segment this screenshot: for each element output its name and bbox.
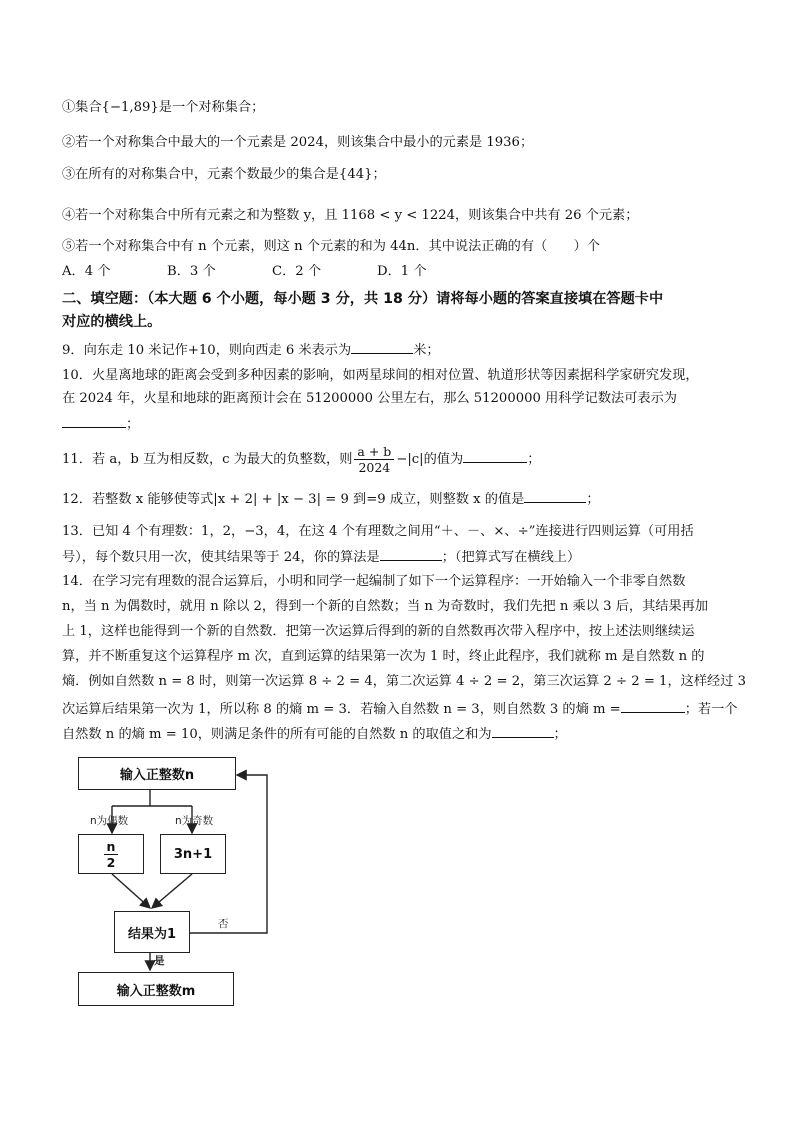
q14-text-a: 次运算后结果第一次为 1，所以称 8 的熵 m = 3．若输入自然数 n = 3，则自然数 3 的熵 m = xyxy=(62,702,621,717)
flow-output-box: 输入正整数m xyxy=(78,972,234,1006)
flow-no-label: 否 xyxy=(218,918,229,930)
option-b: B．3 个 xyxy=(167,264,216,279)
flow-even-label: n为偶数 xyxy=(90,815,129,827)
flow-input-box: 输入正整数n xyxy=(78,757,236,790)
flow-half-box xyxy=(78,834,144,874)
q9-text: 9．向东走 10 米记作+10，则向西走 6 米表示为 xyxy=(62,343,352,358)
question-13-line1: 13．已知 4 个有理数：1，2，−3，4，在这 4 个有理数之间用“＋、－、×、÷”连接进行四则运算（可用括 xyxy=(62,524,694,539)
q14-text-b: ；若一个 xyxy=(684,702,738,717)
q11-denominator: 2024 xyxy=(358,460,391,475)
q14-text-d: ； xyxy=(553,727,567,742)
flow-decision-box: 结果为1 xyxy=(114,911,190,953)
question-10-line2: 在 2024 年，火星和地球的距离预计会在 51200000 公里左右，那么 51200000 用科学记数法可表示为 xyxy=(62,391,677,406)
question-14-line1: 14．在学习完有理数的混合运算后，小明和同学一起编制了如下一个运算程序：一开始输入一个非零自然数 xyxy=(62,574,686,589)
connector-triple-to-decision xyxy=(152,874,192,908)
question-14-line4: 算，并不断重复这个运算程序 m 次，直到运算的结果第一次为 1 时，终止此程序，我们就称 m 是自然数 n 的 xyxy=(62,649,705,664)
question-14-line2: n，当 n 为偶数时，就用 n 除以 2，得到一个新的自然数；当 n 为奇数时，我们先把 n 乘以 3 后，其结果再加 xyxy=(62,599,709,614)
q11-text: 11．若 a，b 互为相反数，c 为最大的负整数，则 xyxy=(62,452,353,467)
option-c: C．2 个 xyxy=(272,264,322,279)
statement-2: ②若一个对称集合中最大的一个元素是 2024，则该集合中最小的元素是 1936； xyxy=(62,135,534,150)
q11-text-mid: −|c|的值为 xyxy=(396,452,464,467)
option-d: D．1 个 xyxy=(377,264,427,279)
question-10-line1: 10．火星离地球的距离会受到多种因素的影响，如两星球间的相对位置、轨道形状等因素据科学家研究发现， xyxy=(62,368,699,383)
q14-text-c: 自然数 n 的熵 m = 10，则满足条件的所有可能的自然数 n 的取值之和为 xyxy=(62,727,492,742)
q9-suffix: 米； xyxy=(413,343,440,358)
q12-suffix: ； xyxy=(586,492,600,507)
flow-half-denominator: 2 xyxy=(106,854,116,870)
q10-suffix: ； xyxy=(126,417,140,432)
q13-text: 号），每个数只用一次，使其结果等于 24，你的算法是 xyxy=(62,550,380,565)
q11-suffix: ； xyxy=(527,452,541,467)
q13-suffix: ；（把算式写在横线上） xyxy=(441,550,581,565)
statement-4: ④若一个对称集合中所有元素之和为整数 y，且 1168 < y < 1224，则该集合中共有 26 个元素； xyxy=(62,208,639,223)
question-14-line5: 熵．例如自然数 n = 8 时，则第一次运算 8 ÷ 2 = 4，第二次运算 4 ÷ 2 = 2，第三次运算 2 ÷ 2 = 1，这样经过 3 xyxy=(62,674,746,689)
flow-yes-label: 是 xyxy=(154,955,165,967)
statement-3: ③在所有的对称集合中，元素个数最少的集合是{44}； xyxy=(62,167,386,182)
q12-text: 12．若整数 x 能够使等式|x + 2| + |x − 3| = 9 到=9 成立，则整数 x 的值是 xyxy=(62,492,525,507)
flow-half-numerator: n xyxy=(104,839,119,855)
question-14-line3: 上 1，这样也能得到一个新的自然数．把第一次运算后得到的新的自然数再次带入程序中，按上述法则继续运 xyxy=(62,624,695,639)
section-title-cont: 对应的横线上。 xyxy=(62,314,162,330)
connector-half-to-decision xyxy=(112,874,150,908)
statement-5: ⑤若一个对称集合中有 n 个元素，则这 n 个元素的和为 44n．其中说法正确的有（ ）个 xyxy=(62,239,600,254)
flow-half-fraction xyxy=(104,839,119,870)
flow-odd-label: n为奇数 xyxy=(175,815,214,827)
option-a: A．4 个 xyxy=(62,264,111,279)
statement-1: ①集合{−1,89}是一个对称集合； xyxy=(62,100,265,115)
section-title: 二、填空题：（本大题 6 个小题，每小题 3 分，共 18 分）请将每小题的答案直接填在答题卡中 xyxy=(62,291,664,307)
q11-numerator: a + b xyxy=(354,444,394,460)
flow-triple-box: 3n+1 xyxy=(160,834,226,874)
